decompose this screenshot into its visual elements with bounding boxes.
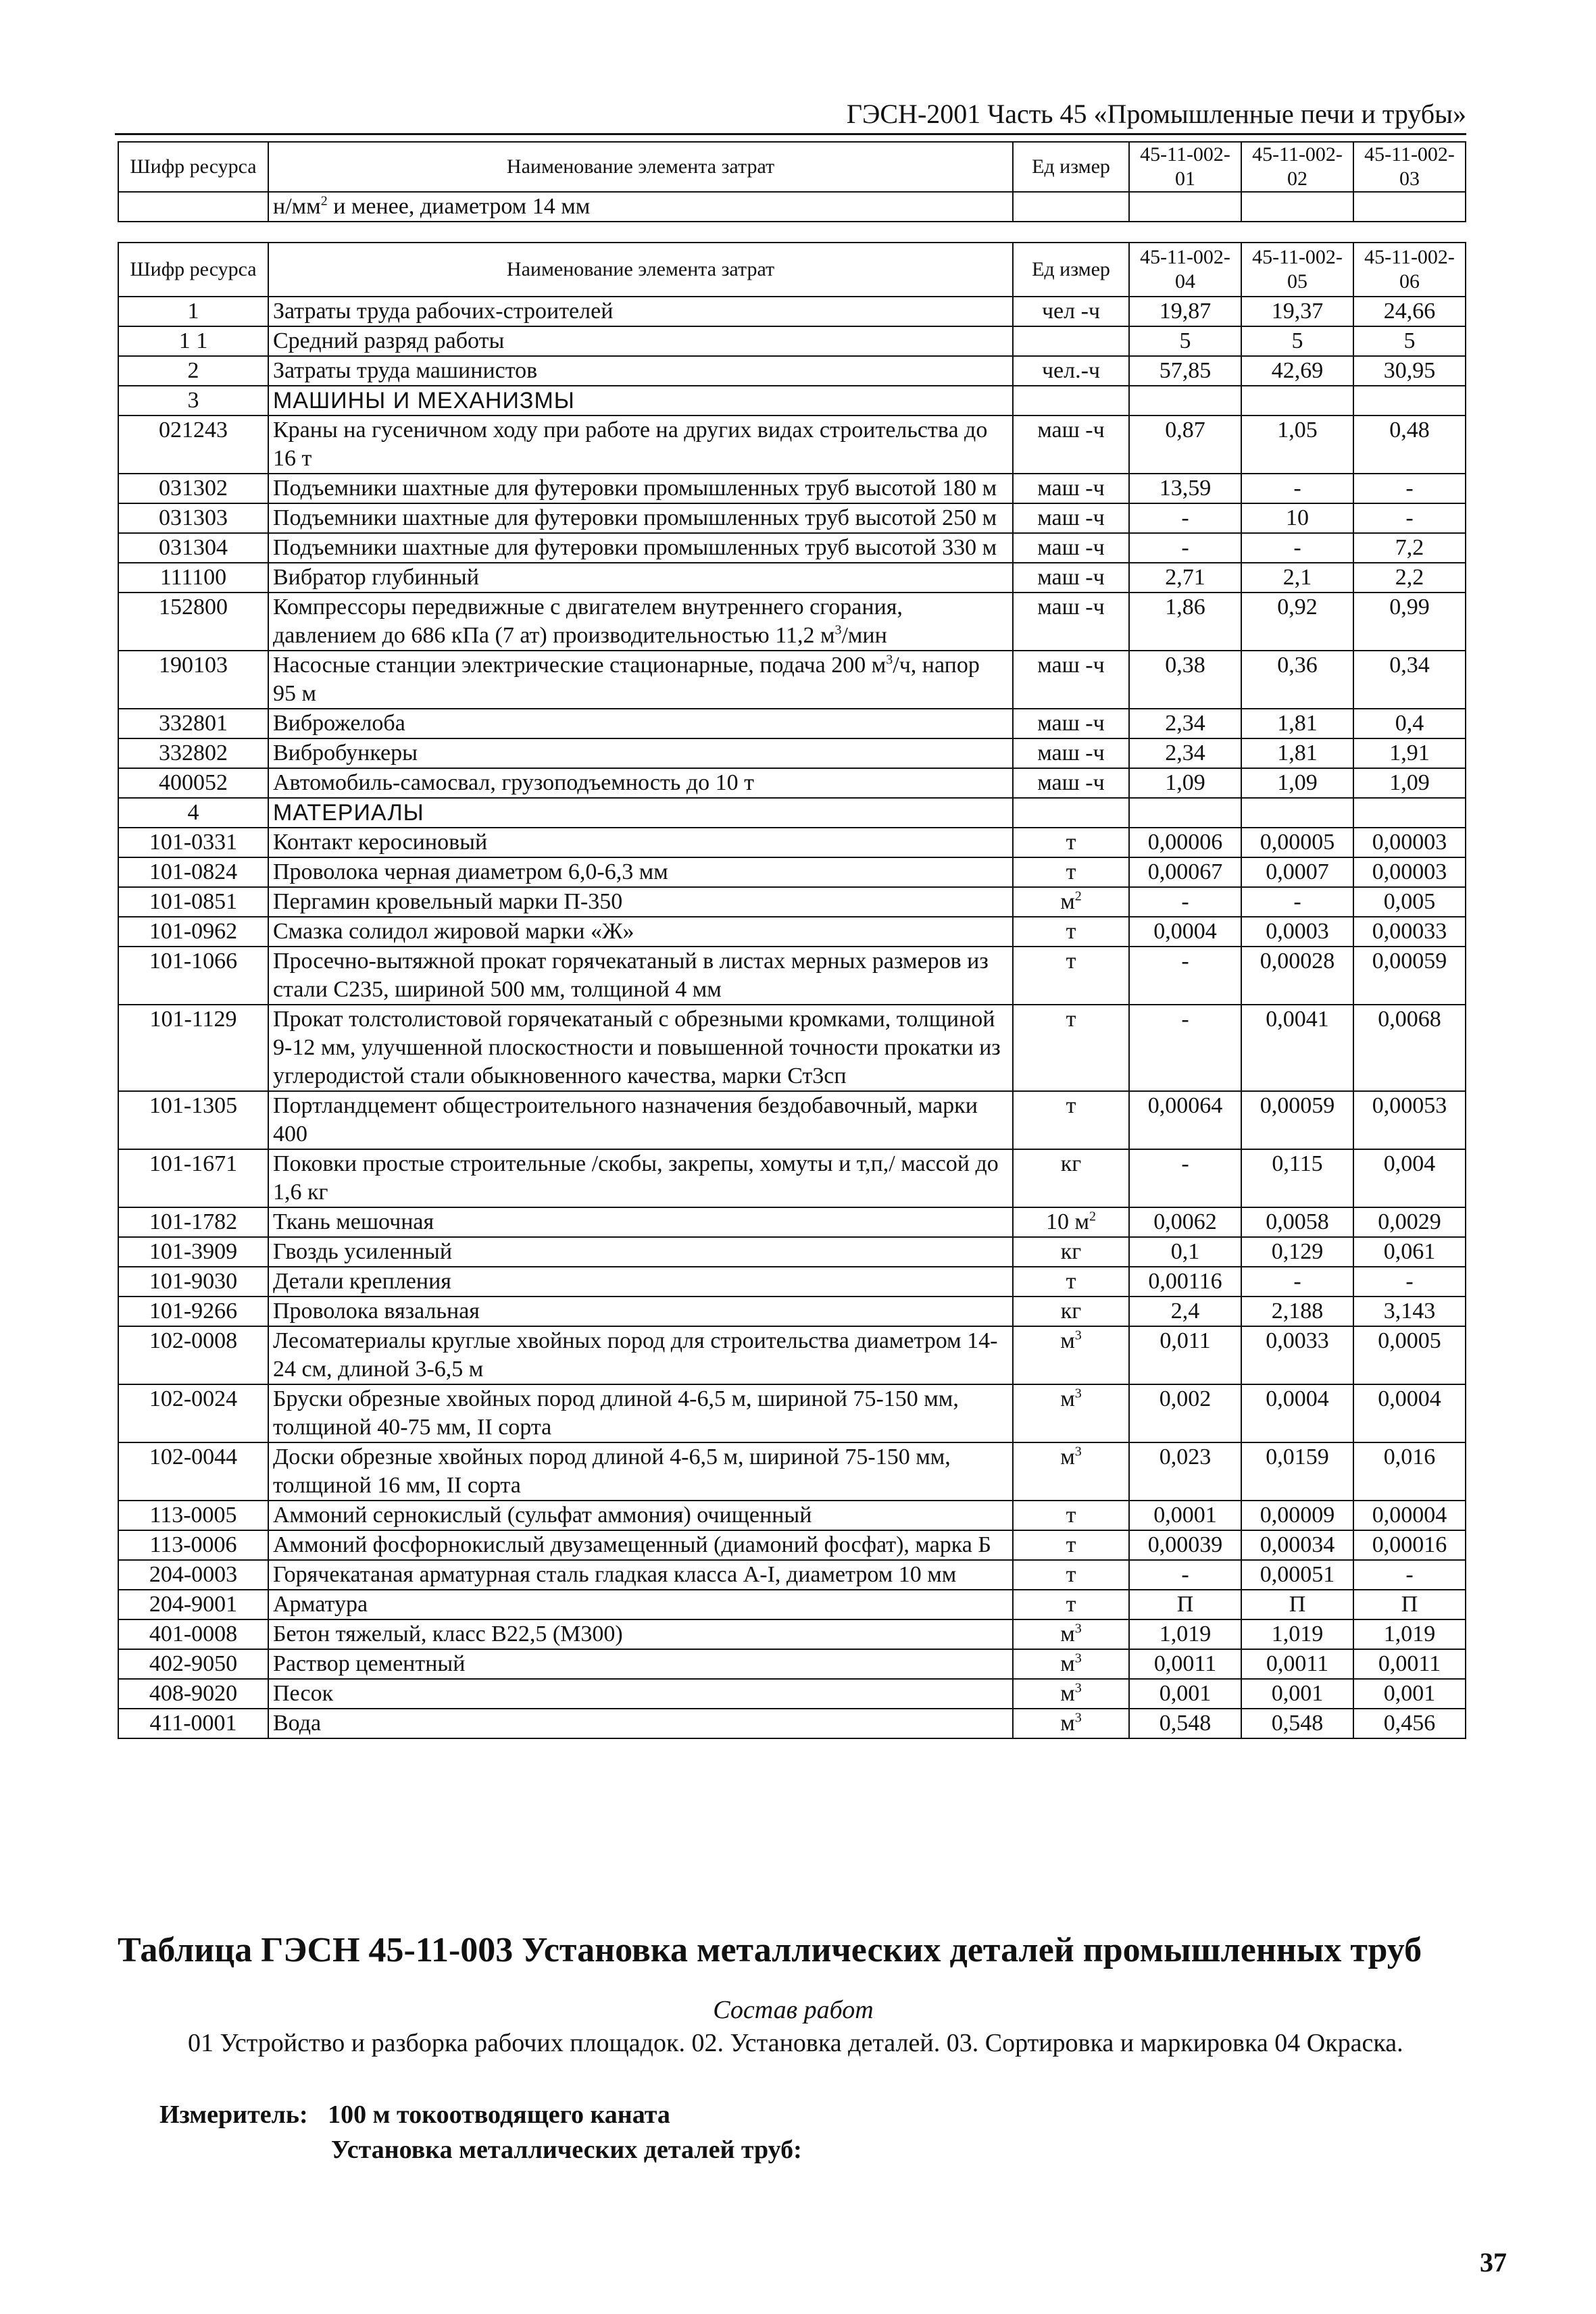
cost-element-name: Доски обрезные хвойных пород длиной 4-6,5 м, шириной 75-150 мм, толщиной 16 мм, II сорта [268,1442,1013,1501]
resource-code: 1 [118,297,268,326]
value-col-1: 1,86 [1129,593,1241,651]
value-col-2: 0,0159 [1241,1442,1353,1501]
header-unit: Ед измер [1013,142,1129,192]
cost-element-name: Бруски обрезные хвойных пород длиной 4-6,5 м, шириной 75-150 мм, толщиной 40-75 мм, II сорта [268,1384,1013,1442]
cost-element-name: Проволока черная диаметром 6,0-6,3 мм [268,857,1013,887]
work-composition-label: Состав работ [713,1996,874,2024]
top-table [118,141,1466,222]
unit-cell [1013,326,1129,356]
page-number: 37 [1480,2247,1507,2278]
resource-code: 111100 [118,563,268,593]
header-name: Наименование элемента затрат [268,142,1013,192]
value-col-3: 0,00003 [1353,857,1466,887]
value-col-2: 0,0004 [1241,1384,1353,1442]
resource-code: 113-0005 [118,1501,268,1530]
table-row [118,356,1466,386]
value-col-3: 0,001 [1353,1679,1466,1709]
value-col-3: 0,0005 [1353,1326,1466,1384]
header-col-1: 45-11-002-01 [1129,142,1241,192]
measure-label: Измеритель: [159,2101,308,2129]
value-col-1: 0,00006 [1129,828,1241,857]
resource-code: 2 [118,356,268,386]
value-col-2: 19,37 [1241,297,1353,326]
table-row [118,947,1466,1005]
unit-cell [1013,192,1129,222]
measure-value: 100 м токоотводящего каната [328,2101,670,2129]
next-table-title: Таблица ГЭСН 45-11-003 Установка металлических деталей промышленных труб [118,1931,1422,1969]
value-col-2: 1,81 [1241,709,1353,738]
cost-element-name: Виброжелоба [268,709,1013,738]
value-col-2: 1,05 [1241,416,1353,474]
cost-element-name: Автомобиль-самосвал, грузоподъемность до 10 т [268,768,1013,798]
resource-code: 204-9001 [118,1590,268,1619]
value-col-2: 0,0011 [1241,1649,1353,1679]
header-code: Шифр ресурса [118,142,268,192]
value-col-3: 0,0011 [1353,1649,1466,1679]
unit-cell: маш -ч [1013,593,1129,651]
cost-element-name: Насосные станции электрические стационарные, подача 200 $м^3/ч$, напор 95 м [268,651,1013,709]
table-row [118,1237,1466,1267]
value-col-1: - [1129,1005,1241,1091]
table-row [118,1619,1466,1649]
table-row [118,1501,1466,1530]
resource-code: 400052 [118,768,268,798]
value-col-2: 0,115 [1241,1149,1353,1207]
work-composition-text: 01 Устройство и разборка рабочих площадок. 02. Установка деталей. 03. Сортировка и маркировка 04 Окраска. [188,2029,1403,2057]
value-col-1: 0,00116 [1129,1267,1241,1297]
table-row [118,1384,1466,1442]
table-row [118,1649,1466,1679]
cost-element-name: Аммоний сернокислый (сульфат аммония) очищенный [268,1501,1013,1530]
value-col-2: 0,00034 [1241,1530,1353,1560]
cost-element-name: Вода [268,1709,1013,1738]
resource-code: 101-9266 [118,1297,268,1326]
unit-cell: $м^3$ [1013,1619,1129,1649]
value-col-1: 0,002 [1129,1384,1241,1442]
value-col-3: 1,91 [1353,738,1466,768]
unit-cell: т [1013,917,1129,947]
value-col-1: 0,00039 [1129,1530,1241,1560]
header-col-2: 45-11-002-05 [1241,243,1353,297]
resource-code: 021243 [118,416,268,474]
cost-element-name: Просечно-вытяжной прокат горячекатаный в листах мерных размеров из стали С235, шириной 500 мм, толщиной 4 мм [268,947,1013,1005]
cost-element-name: МАТЕРИАЛЫ [268,798,1013,828]
value-col-2: - [1241,887,1353,917]
value-col-2: 0,00051 [1241,1560,1353,1590]
resource-code: 101-1671 [118,1149,268,1207]
value-col-1: 2,71 [1129,563,1241,593]
cost-element-name: Лесоматериалы круглые хвойных пород для строительства диаметром 14-24 см, длиной 3-6,5 м [268,1326,1013,1384]
unit-cell [1013,798,1129,828]
value-col-3: 0,0029 [1353,1207,1466,1237]
unit-cell: $м^3$ [1013,1649,1129,1679]
unit-cell [1013,386,1129,416]
value-col-1: 2,4 [1129,1297,1241,1326]
value-col-3: - [1353,1267,1466,1297]
cost-element-name: Проволока вязальная [268,1297,1013,1326]
value-col-3 [1353,192,1466,222]
unit-cell: т [1013,1590,1129,1619]
value-col-3: 1,09 [1353,768,1466,798]
value-col-3: - [1353,503,1466,533]
cost-element-name: Ткань мешочная [268,1207,1013,1237]
table-row [118,593,1466,651]
table-row [118,1326,1466,1384]
resource-code: 101-0851 [118,887,268,917]
header-col-3: 45-11-002-03 [1353,142,1466,192]
cost-element-name: Подъемники шахтные для футеровки промышленных труб высотой 250 м [268,503,1013,533]
resource-code: 190103 [118,651,268,709]
unit-cell: $м^2$ [1013,887,1129,917]
resource-code: 411-0001 [118,1709,268,1738]
value-col-1 [1129,192,1241,222]
value-col-3: 0,48 [1353,416,1466,474]
value-col-2: 5 [1241,326,1353,356]
unit-cell: $м^3$ [1013,1326,1129,1384]
value-col-3: 0,016 [1353,1442,1466,1501]
header-code: Шифр ресурса [118,243,268,297]
value-col-1: 0,87 [1129,416,1241,474]
table-row [118,857,1466,887]
table-row [118,828,1466,857]
header-rule [115,133,1466,135]
resource-code: 332802 [118,738,268,768]
value-col-3: 2,2 [1353,563,1466,593]
resource-code: 101-1305 [118,1091,268,1149]
value-col-2: П [1241,1590,1353,1619]
cost-element-name: МАШИНЫ И МЕХАНИЗМЫ [268,386,1013,416]
value-col-3: 0,004 [1353,1149,1466,1207]
value-col-3: - [1353,474,1466,503]
unit-cell: т [1013,857,1129,887]
table-row [118,709,1466,738]
unit-cell: кг [1013,1237,1129,1267]
table-row [118,1560,1466,1590]
cost-element-name: Раствор цементный [268,1649,1013,1679]
value-col-1: 0,1 [1129,1237,1241,1267]
table-row [118,192,1466,222]
value-col-3 [1353,386,1466,416]
cost-element-name: Аммоний фосфорнокислый двузамещенный (диамоний фосфат), марка Б [268,1530,1013,1560]
value-col-3: 0,0068 [1353,1005,1466,1091]
table-row [118,1679,1466,1709]
value-col-2: - [1241,1267,1353,1297]
cost-element-name: Прокат толстолистовой горячекатаный с обрезными кромками, толщиной 9-12 мм, улучшенной плоскостности и повышенной точности прокатки из углеродистой стали обыкновенного качества, марки Ст3сп [268,1005,1013,1091]
value-col-2: - [1241,533,1353,563]
table-row [118,1297,1466,1326]
cost-element-name: Поковки простые строительные /скобы, закрепы, хомуты и т,п,/ массой до 1,6 кг [268,1149,1013,1207]
unit-cell: маш -ч [1013,563,1129,593]
value-col-1: 0,0001 [1129,1501,1241,1530]
cost-element-name: Арматура [268,1590,1013,1619]
unit-cell: т [1013,1091,1129,1149]
value-col-1: 5 [1129,326,1241,356]
unit-cell: маш -ч [1013,533,1129,563]
value-col-1 [1129,798,1241,828]
unit-cell: маш -ч [1013,768,1129,798]
value-col-2: 0,548 [1241,1709,1353,1738]
value-col-3 [1353,798,1466,828]
table-row [118,1149,1466,1207]
resource-code: 1 1 [118,326,268,356]
resource-code: 101-0331 [118,828,268,857]
cost-element-name: Подъемники шахтные для футеровки промышленных труб высотой 180 м [268,474,1013,503]
table-row [118,768,1466,798]
value-col-2: 0,0033 [1241,1326,1353,1384]
next-table-subtitle: Установка металлических деталей труб: [331,2136,802,2164]
unit-cell: маш -ч [1013,738,1129,768]
unit-cell: т [1013,1530,1129,1560]
value-col-1: 2,34 [1129,738,1241,768]
table-row [118,1530,1466,1560]
value-col-3: - [1353,1560,1466,1590]
resource-code: 401-0008 [118,1619,268,1649]
value-col-2 [1241,386,1353,416]
value-col-1: П [1129,1590,1241,1619]
value-col-2: 1,81 [1241,738,1353,768]
cost-element-name: Вибратор глубинный [268,563,1013,593]
value-col-1: 13,59 [1129,474,1241,503]
value-col-2: 0,0041 [1241,1005,1353,1091]
table-row [118,887,1466,917]
resource-code: 402-9050 [118,1649,268,1679]
table-row [118,1590,1466,1619]
value-col-3: 0,005 [1353,887,1466,917]
section-row [118,386,1466,416]
cost-element-name: Контакт керосиновый [268,828,1013,857]
resource-code: 102-0044 [118,1442,268,1501]
value-col-2: 0,0007 [1241,857,1353,887]
unit-cell: маш -ч [1013,416,1129,474]
value-col-1: - [1129,533,1241,563]
value-col-3: 0,4 [1353,709,1466,738]
resource-code: 332801 [118,709,268,738]
resource-code: 101-0962 [118,917,268,947]
value-col-3: 0,00016 [1353,1530,1466,1560]
section-row [118,798,1466,828]
resource-code: 101-1129 [118,1005,268,1091]
measure-line [159,2097,1376,2132]
value-col-3: 7,2 [1353,533,1466,563]
table-row [118,1207,1466,1237]
value-col-2: 0,129 [1241,1237,1353,1267]
header-col-1: 45-11-002-04 [1129,243,1241,297]
value-col-3: П [1353,1590,1466,1619]
unit-cell: чел.-ч [1013,356,1129,386]
unit-cell: т [1013,1560,1129,1590]
value-col-3: 0,0004 [1353,1384,1466,1442]
value-col-2: 0,0058 [1241,1207,1353,1237]
cost-element-name: Краны на гусеничном ходу при работе на других видах строительства до 16 т [268,416,1013,474]
resource-code: 101-1782 [118,1207,268,1237]
cost-element-name: Вибробункеры [268,738,1013,768]
table-row [118,474,1466,503]
unit-cell: маш -ч [1013,474,1129,503]
cost-element-name: Песок [268,1679,1013,1709]
table-row [118,738,1466,768]
cost-element-name: Подъемники шахтные для футеровки промышленных труб высотой 330 м [268,533,1013,563]
cost-element-name: Компрессоры передвижные с двигателем внутреннего сгорания, давлением до 686 кПа (7 ат) производительностью 11,2 $м^3$/мин [268,593,1013,651]
unit-cell: т [1013,1501,1129,1530]
cost-element-name: Пергамин кровельный марки П-350 [268,887,1013,917]
main-table-body [118,297,1466,1738]
cost-element-name: Детали крепления [268,1267,1013,1297]
unit-cell: 10 $м^2$ [1013,1207,1129,1237]
unit-cell: маш -ч [1013,651,1129,709]
value-col-2: 0,00028 [1241,947,1353,1005]
value-col-3: 0,34 [1353,651,1466,709]
value-col-3: 0,00059 [1353,947,1466,1005]
header-unit: Ед измер [1013,243,1129,297]
resource-code: 031302 [118,474,268,503]
value-col-1: 19,87 [1129,297,1241,326]
table-row [118,503,1466,533]
resource-code: 102-0024 [118,1384,268,1442]
table-row [118,917,1466,947]
resource-code: 031303 [118,503,268,533]
cost-element-name: Средний разряд работы [268,326,1013,356]
cost-element-name: Гвоздь усиленный [268,1237,1013,1267]
unit-cell: т [1013,1267,1129,1297]
table-row [118,297,1466,326]
value-col-1: - [1129,947,1241,1005]
value-col-1: - [1129,887,1241,917]
resource-code: 3 [118,386,268,416]
resource-code: 152800 [118,593,268,651]
resource-code: 102-0008 [118,1326,268,1384]
value-col-3: 0,00033 [1353,917,1466,947]
cost-element-name: Горячекатаная арматурная сталь гладкая класса А-I, диаметром 10 мм [268,1560,1013,1590]
value-col-2 [1241,192,1353,222]
table-row [118,326,1466,356]
value-col-3: 3,143 [1353,1297,1466,1326]
value-col-2: 1,019 [1241,1619,1353,1649]
resource-code: 113-0006 [118,1530,268,1560]
table-row [118,1709,1466,1738]
value-col-1: 1,019 [1129,1619,1241,1649]
value-col-1: 0,0062 [1129,1207,1241,1237]
resource-code: 408-9020 [118,1679,268,1709]
cost-element-name: Портландцемент общестроительного назначения бездобавочный, марки 400 [268,1091,1013,1149]
value-col-3: 0,00053 [1353,1091,1466,1149]
value-col-1: 1,09 [1129,768,1241,798]
value-col-2: 10 [1241,503,1353,533]
value-col-2: 2,1 [1241,563,1353,593]
resource-code: 031304 [118,533,268,563]
table-row [118,1267,1466,1297]
value-col-1: 0,38 [1129,651,1241,709]
value-col-3: 0,061 [1353,1237,1466,1267]
table-row [118,1005,1466,1091]
table-row [118,563,1466,593]
value-col-1: 0,023 [1129,1442,1241,1501]
value-col-2: 0,001 [1241,1679,1353,1709]
header-name: Наименование элемента затрат [268,243,1013,297]
value-col-3: 24,66 [1353,297,1466,326]
resource-code: 101-0824 [118,857,268,887]
value-col-2: 0,92 [1241,593,1353,651]
running-header: ГЭСН-2001 Часть 45 «Промышленные печи и трубы» [846,99,1466,129]
value-col-1: 0,0011 [1129,1649,1241,1679]
value-col-3: 0,00003 [1353,828,1466,857]
table-row [118,416,1466,474]
unit-cell: $м^3$ [1013,1709,1129,1738]
value-col-1: - [1129,1149,1241,1207]
value-col-1: 0,00067 [1129,857,1241,887]
resource-code: 204-0003 [118,1560,268,1590]
value-col-1: 0,001 [1129,1679,1241,1709]
header-col-2: 45-11-002-02 [1241,142,1353,192]
unit-cell: маш -ч [1013,709,1129,738]
value-col-3: 1,019 [1353,1619,1466,1649]
value-col-3: 30,95 [1353,356,1466,386]
table-row [118,1091,1466,1149]
value-col-1: 57,85 [1129,356,1241,386]
value-col-1: 2,34 [1129,709,1241,738]
cost-element-name: Затраты труда машинистов [268,356,1013,386]
table-row [118,1442,1466,1501]
value-col-2: 0,00059 [1241,1091,1353,1149]
unit-cell: т [1013,828,1129,857]
resource-code: 101-1066 [118,947,268,1005]
value-col-1: 0,00064 [1129,1091,1241,1149]
table-row [118,533,1466,563]
unit-cell: $м^3$ [1013,1384,1129,1442]
unit-cell: $м^3$ [1013,1679,1129,1709]
value-col-2: 2,188 [1241,1297,1353,1326]
cost-element-name: Бетон тяжелый, класс В22,5 (М300) [268,1619,1013,1649]
cost-element-name: Затраты труда рабочих-строителей [268,297,1013,326]
value-col-2 [1241,798,1353,828]
value-col-2: 1,09 [1241,768,1353,798]
unit-cell: т [1013,1005,1129,1091]
unit-cell: $м^3$ [1013,1442,1129,1501]
unit-cell: кг [1013,1149,1129,1207]
value-col-3: 0,456 [1353,1709,1466,1738]
value-col-2: 0,36 [1241,651,1353,709]
value-col-1: 0,0004 [1129,917,1241,947]
value-col-2: 0,00009 [1241,1501,1353,1530]
header-col-3: 45-11-002-06 [1353,243,1466,297]
table-row [118,651,1466,709]
unit-cell: т [1013,947,1129,1005]
unit-cell: кг [1013,1297,1129,1326]
value-col-3: 0,00004 [1353,1501,1466,1530]
unit-cell: чел -ч [1013,297,1129,326]
value-col-2: 0,0003 [1241,917,1353,947]
value-col-1: - [1129,1560,1241,1590]
resource-code: 101-9030 [118,1267,268,1297]
top-table-body [118,192,1466,222]
value-col-3: 5 [1353,326,1466,356]
value-col-2: - [1241,474,1353,503]
value-col-1: 0,548 [1129,1709,1241,1738]
value-col-2: 42,69 [1241,356,1353,386]
value-col-3: 0,99 [1353,593,1466,651]
cost-element-name: Смазка солидол жировой марки «Ж» [268,917,1013,947]
resource-code: 101-3909 [118,1237,268,1267]
resource-code [118,192,268,222]
main-table [118,242,1466,1739]
cost-element-name: $н/мм^2$ и менее, диаметром 14 мм [268,192,1013,222]
resource-code: 4 [118,798,268,828]
value-col-2: 0,00005 [1241,828,1353,857]
unit-cell: маш -ч [1013,503,1129,533]
value-col-1 [1129,386,1241,416]
value-col-1: 0,011 [1129,1326,1241,1384]
value-col-1: - [1129,503,1241,533]
